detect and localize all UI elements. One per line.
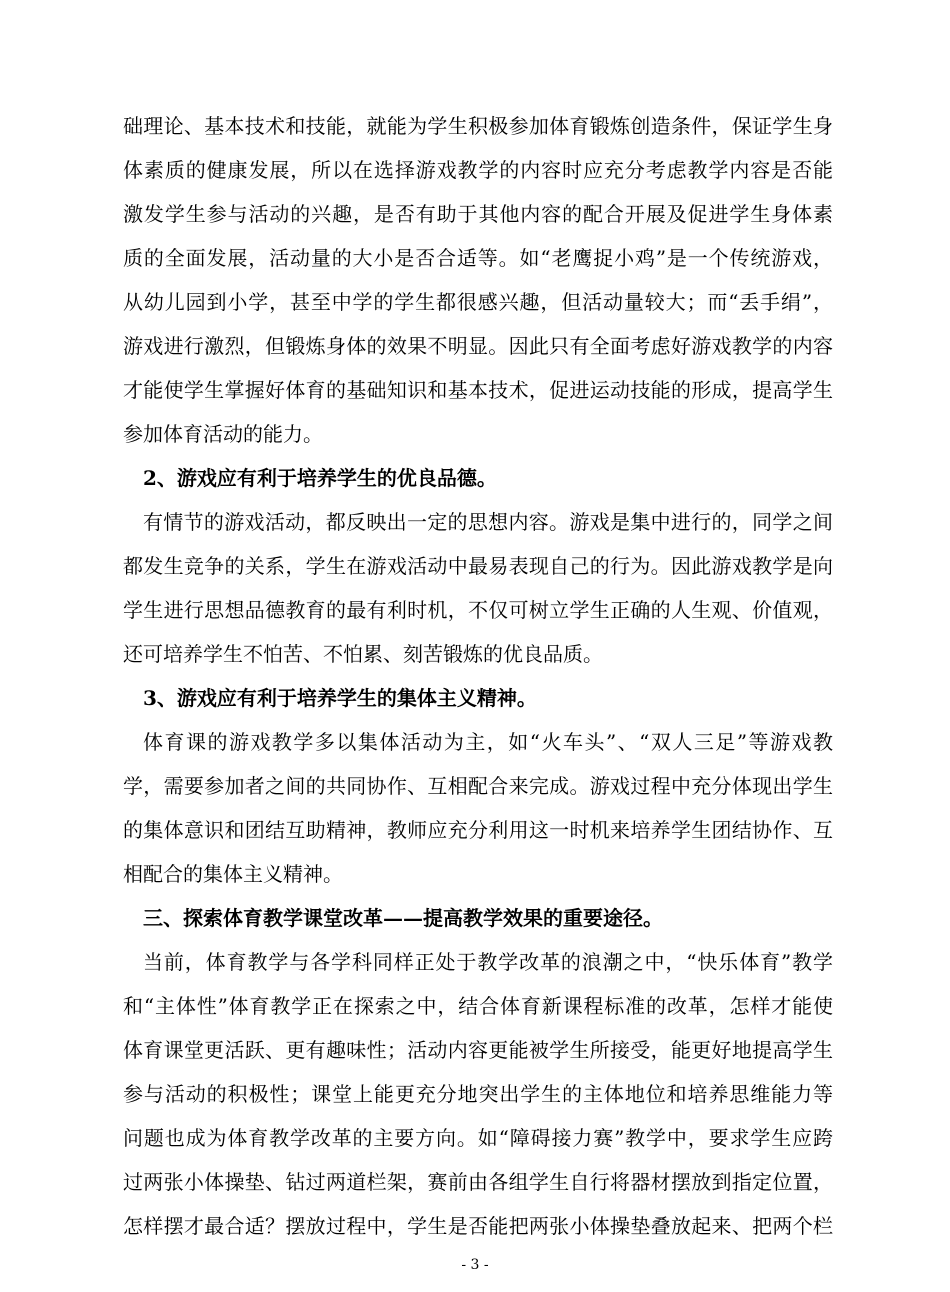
- page-number: - 3 -: [461, 1257, 489, 1273]
- paragraph-line: 都发生竞争的关系，学生在游戏活动中最易表现自己的行为。因此游戏教学是向: [123, 554, 833, 578]
- paragraph-line: 还可培养学生不怕苦、不怕累、刻苦锻炼的优良品质。: [123, 642, 603, 666]
- paragraph-line: 游戏进行激烈，但锻炼身体的效果不明显。因此只有全面考虑好游戏教学的内容: [123, 334, 833, 358]
- paragraph-line: 问题也成为体育教学改革的主要方向。如“障碍接力赛”教学中，要求学生应跨: [123, 1126, 833, 1150]
- paragraph-line: 激发学生参与活动的兴趣，是否有助于其他内容的配合开展及促进学生身体素: [123, 202, 833, 226]
- paragraph-line: 学生进行思想品德教育的最有利时机，不仅可树立学生正确的人生观、价值观，: [123, 598, 833, 622]
- paragraph-line: 当前，体育教学与各学科同样正处于教学改革的浪潮之中，“快乐体育”教学: [143, 950, 833, 974]
- paragraph-line: 有情节的游戏活动，都反映出一定的思想内容。游戏是集中进行的，同学之间: [143, 510, 833, 534]
- paragraph-line: 相配合的集体主义精神。: [123, 862, 343, 886]
- paragraph-line: 质的全面发展，活动量的大小是否合适等。如“老鹰捉小鸡”是一个传统游戏，: [123, 246, 833, 270]
- paragraph-line: 才能使学生掌握好体育的基础知识和基本技术，促进运动技能的形成，提高学生: [123, 378, 833, 402]
- paragraph-line: 怎样摆才最合适？摆放过程中，学生是否能把两张小体操垫叠放起来、把两个栏: [123, 1214, 833, 1238]
- section-heading: 3、游戏应有利于培养学生的集体主义精神。: [143, 686, 537, 710]
- paragraph-line: 的集体意识和团结互助精神，教师应充分利用这一时机来培养学生团结协作、互: [123, 818, 833, 842]
- paragraph-line: 体育课的游戏教学多以集体活动为主，如“火车头”、“双人三足”等游戏教: [143, 730, 833, 754]
- paragraph-line: 从幼儿园到小学，甚至中学的学生都很感兴趣，但活动量较大；而“丢手绢”，: [123, 290, 833, 314]
- section-heading: 三、探索体育教学课堂改革——提高教学效果的重要途径。: [143, 906, 663, 930]
- paragraph-line: 参加体育活动的能力。: [123, 422, 323, 446]
- paragraph-line: 础理论、基本技术和技能，就能为学生积极参加体育锻炼创造条件，保证学生身: [123, 114, 833, 138]
- paragraph-line: 参与活动的积极性；课堂上能更充分地突出学生的主体地位和培养思维能力等: [123, 1082, 833, 1106]
- paragraph-line: 过两张小体操垫、钻过两道栏架，赛前由各组学生自行将器材摆放到指定位置，: [123, 1170, 833, 1194]
- paragraph-line: 体素质的健康发展，所以在选择游戏教学的内容时应充分考虑教学内容是否能: [123, 158, 833, 182]
- paragraph-line: 和“主体性”体育教学正在探索之中，结合体育新课程标准的改革，怎样才能使: [123, 994, 833, 1018]
- paragraph-line: 学，需要参加者之间的共同协作、互相配合来完成。游戏过程中充分体现出学生: [123, 774, 833, 798]
- paragraph-line: 体育课堂更活跃、更有趣味性；活动内容更能被学生所接受，能更好地提高学生: [123, 1038, 833, 1062]
- section-heading: 2、游戏应有利于培养学生的优良品德。: [143, 466, 497, 490]
